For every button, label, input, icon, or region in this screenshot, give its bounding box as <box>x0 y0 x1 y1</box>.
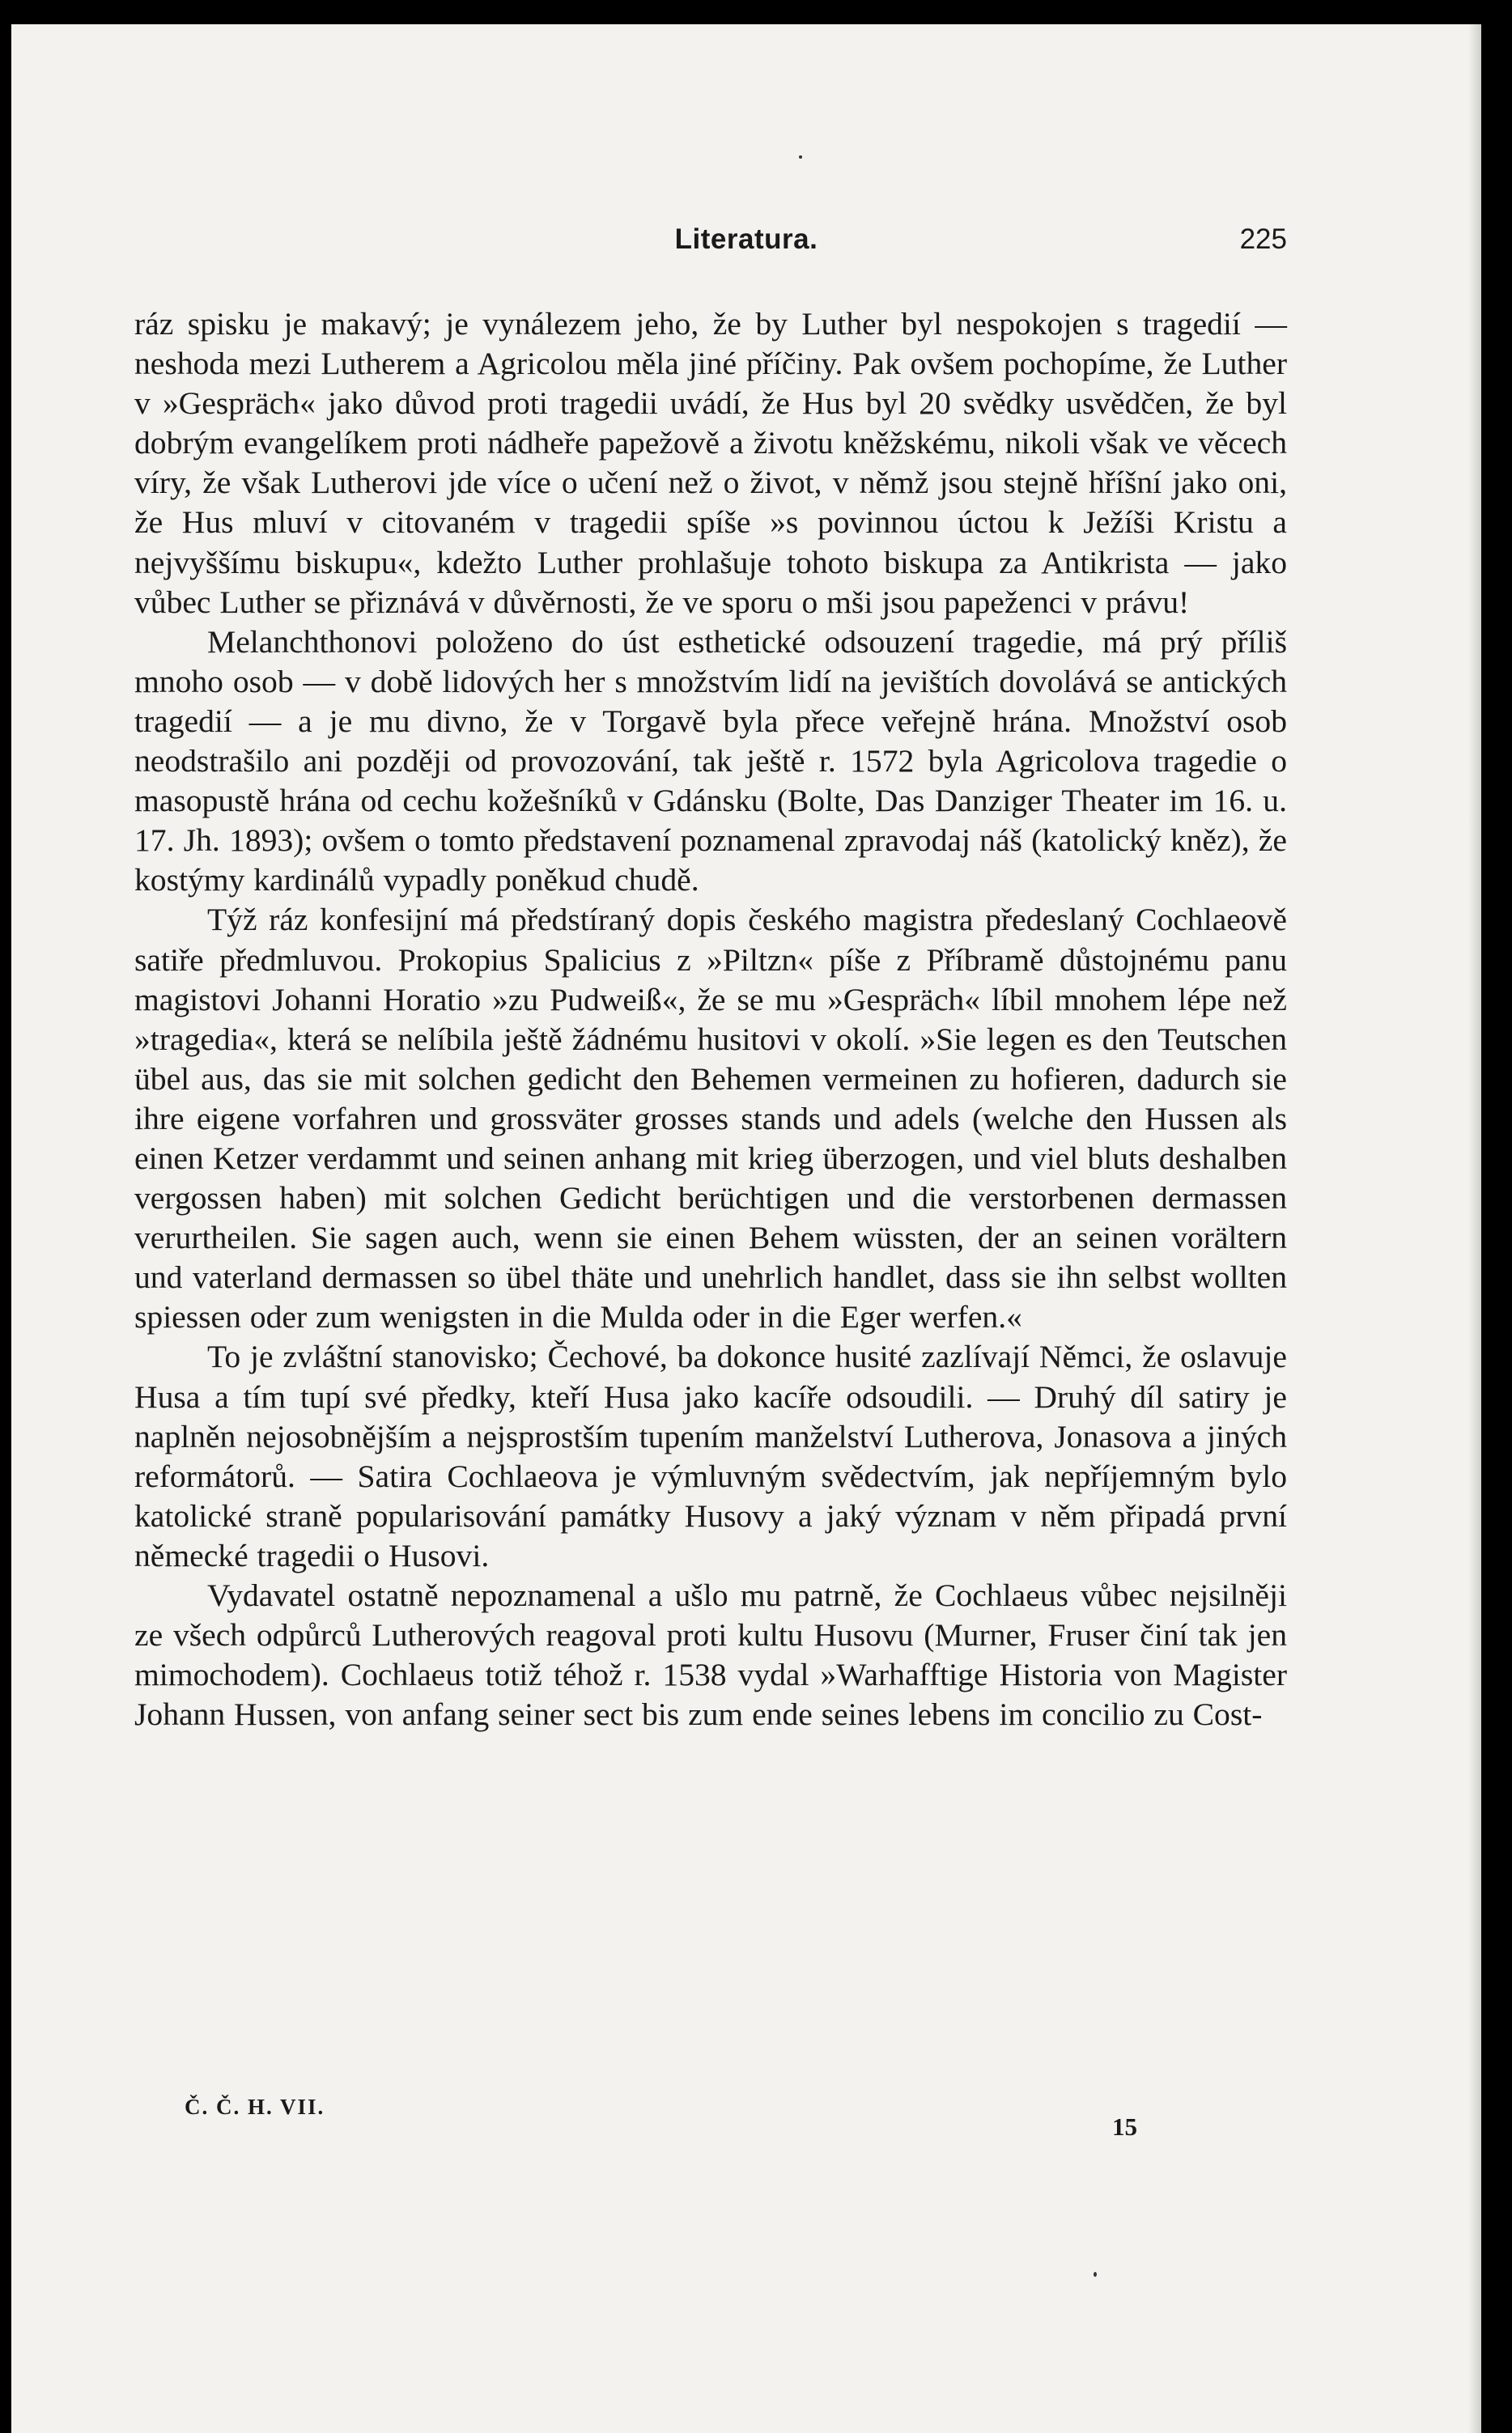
scan-speck <box>1094 2272 1097 2277</box>
paragraph-4: To je zvláštní stanovisko; Čechové, ba dokonce husité zazlívají Němci, že oslavuje Husa a tím tupí své předky, kteří Husa jako kacíře odsoudili. — Druhý díl satiry je naplněn nejosobnějším a nejsprostším tupením manželství Lutherova, Jonasova a jiných reformátorů. — Satira Cochlaeova je výmluvným svědectvím, jak nepříjemným bylo katolické straně popularisování památky Husovy a jaký význam v něm připadá první německé tragedii o Husovi. <box>134 1339 1287 1573</box>
document-page <box>11 24 1481 2433</box>
sheet-number: 15 <box>1112 2112 1137 2141</box>
paragraph-1: ráz spisku je makavý; je vynálezem jeho, že by Luther byl nespokojen s tragedií — neshoda mezi Lutherem a Agricolou měla jiné příčiny. Pak ovšem pochopíme, že Luther v »Gespräch« jako důvod proti tragedii uvádí, že Hus byl 20 svědky usvědčen, že byl dobrým evangelíkem proti nádheře papežově a životu kněžskému, nikoli však ve věcech víry, že však Lutherovi jde více o učení než o život, v němž jsou stejně hříšní jako oni, že Hus mluví v citovaném v tragedii spíše »s povinnou úctou k Ježíši Kristu a nejvyššímu biskupu«, kdežto Luther prohlašuje tohoto biskupa za Antikrista — jako vůbec Luther se přiznává v důvěrnosti, že ve sporu o mši jsou papeženci v právu! <box>134 306 1287 620</box>
paragraph-5: Vydavatel ostatně nepoznamenal a ušlo mu patrně, že Cochlaeus vůbec nejsilněji ze všech odpůrců Lutherových reagoval proti kultu Husovu (Murner, Fruser činí tak jen mimochodem). Cochlaeus totiž téhož r. 1538 vydal »Warhafftige Historia von Magister Johann Hussen, von anfang seiner sect bis zum ende seines lebens im concilio zu Cost- <box>134 1577 1287 1733</box>
scan-speck <box>799 155 802 159</box>
sheet-signature: Č. Č. H. VII. <box>185 2095 325 2119</box>
paragraph-3: Týž ráz konfesijní má předstíraný dopis českého magistra předeslaný Cochlaeově satiře předmluvou. Prokopius Spalicius z »Piltzn« píše z Příbramě důstojnému panu magistovi Johanni Horatio »zu Pudweiß«, že se mu »Gespräch« líbil mnohem lépe než »tragedia«, která se nelíbila ještě žádnému husitovi v okolí. »Sie legen es den Teutschen übel aus, das sie mit solchen gedicht den Behemen vermeinen zu hofieren, dadurch sie ihre eigene vorfahren und grossväter grosses stands und adels (welche den Hussen als einen Ketzer verdammt und seinen anhang mit krieg überzogen, und viel bluts deshalben vergossen haben) mit solchen Gedicht berüchtigen und die verstorbenen dermassen verurtheilen. Sie sagen auch, wenn sie einen Behem wüssten, der an seinen vorältern und vaterland dermassen so übel thäte und unehrlich handlet, dass sie ihn selbst wollten spiessen oder zum wenigsten in die Mulda oder in die Eger werfen.« <box>134 902 1287 1335</box>
page-number: 225 <box>1239 223 1287 255</box>
body-text <box>134 304 1287 1735</box>
page-header <box>11 223 1481 264</box>
running-title: Literatura. <box>674 223 818 255</box>
paragraph-2: Melanchthonovi položeno do úst esthetické odsouzení tragedie, má prý příliš mnoho osob — v době lidových her s množstvím lidí na jevištích dovolává se antických tragedií — a je mu divno, že v Torgavě byla přece veřejně hrána. Množství osob neodstrašilo ani později od provozování, tak ještě r. 1572 byla Agricolova tragedie o masopustě hrána od cechu kožešníků v Gdánsku (Bolte, Das Danziger Theater im 16. u. 17. Jh. 1893); ovšem o tomto představení poznamenal zpravodaj náš (katolický kněz), že kostýmy kardinálů vypadly poněkud chudě. <box>134 623 1287 898</box>
page-footer <box>11 2095 1481 2143</box>
